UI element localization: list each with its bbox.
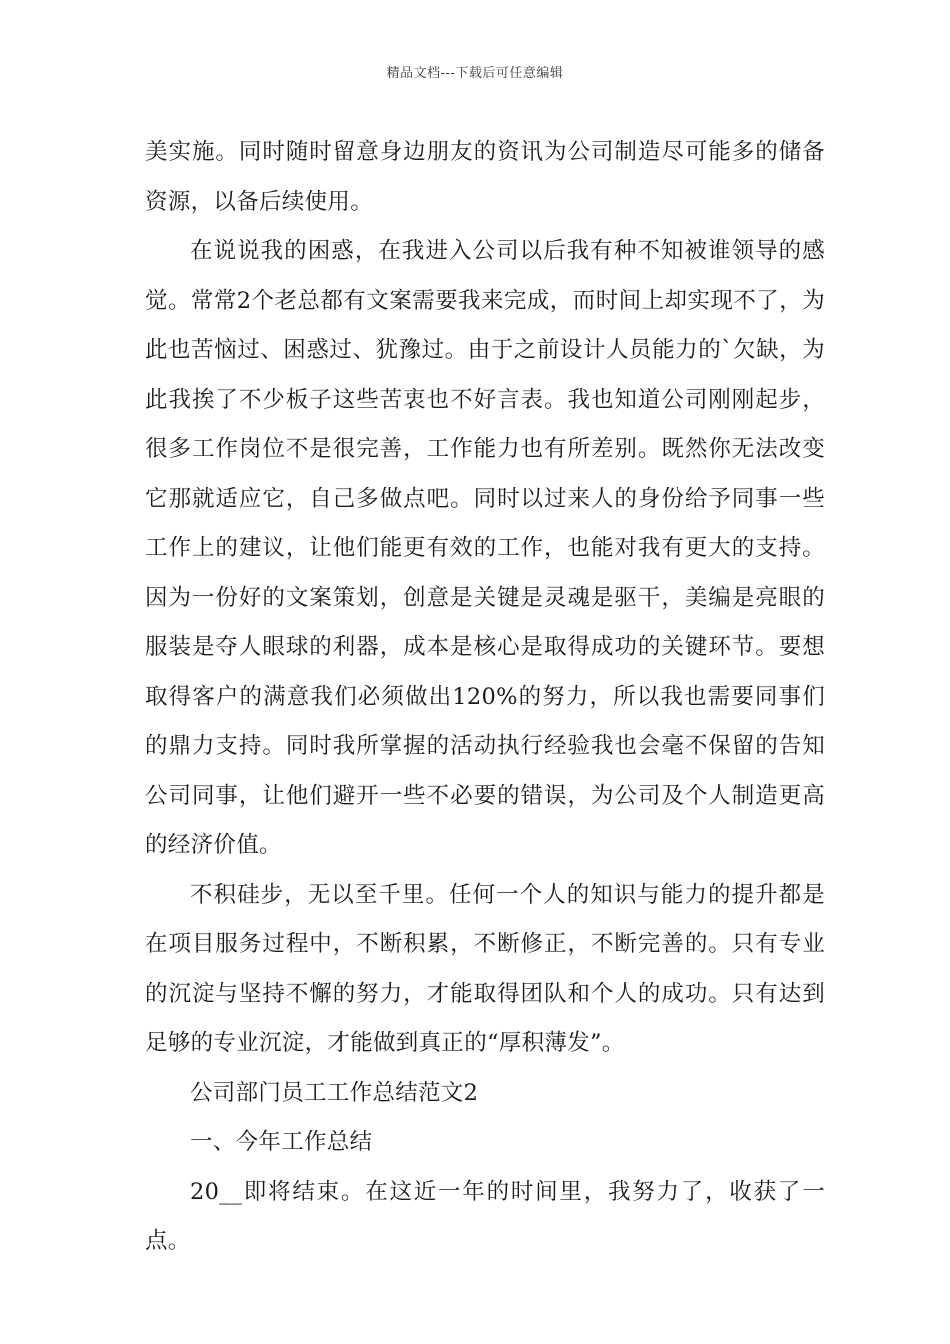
section-heading: 一、今年工作总结	[190, 1129, 373, 1155]
section-title: 公司部门员工工作总结范文2	[190, 1079, 479, 1106]
paragraph: 在说说我的困惑，在我进入公司以后我有种不知被谁领导的感觉。常常2个老总都有文案需要我来完成，而时间上却实现不了，为此也苦恼过、困惑过、犹豫过。由于之前设计人员能力的`欠缺，为此我挨了不少板子这些苦衷也不好言表。我也知道公司刚刚起步，很多工作岗位不是很完善，工作能力也有所差别。既然你无法改变它那就适应它，自己多做点吧。同时以过来人的身份给予同事一些工作上的建议，让他们能更有效的工作，也能对我有更大的支持。因为一份好的文案策划，创意是关键是灵魂是驱干，美编是亮眼的服装是夺人眼球的利器，成本是核心是取得成功的关键环节。要想取得客户的满意我们必须做出120%的努力，所以我也需要同事们的鼎力支持。同时我所掌握的活动执行经验我也会毫不保留的告知公司同事，让他们避开一些不必要的错误，为公司及个人制造更高的经济价值。	[145, 238, 825, 858]
paragraph: 美实施。同时随时留意身边朋友的资讯为公司制造尽可能多的储备资源，以备后续使用。	[145, 139, 825, 215]
document-body	[145, 128, 825, 1267]
paragraph: 不积硅步，无以至千里。任何一个人的知识与能力的提升都是在项目服务过程中，不断积累，不断修正，不断完善的。只有专业的沉淀与坚持不懈的努力，才能取得团队和个人的成功。只有达到足够的专业沉淀，才能做到真正的“厚积薄发”。	[145, 881, 825, 1056]
paragraph: 20__即将结束。在这近一年的时间里，我努力了，收获了一点。	[145, 1178, 825, 1254]
page-header: 精品文档---下载后可任意编辑	[386, 66, 564, 81]
